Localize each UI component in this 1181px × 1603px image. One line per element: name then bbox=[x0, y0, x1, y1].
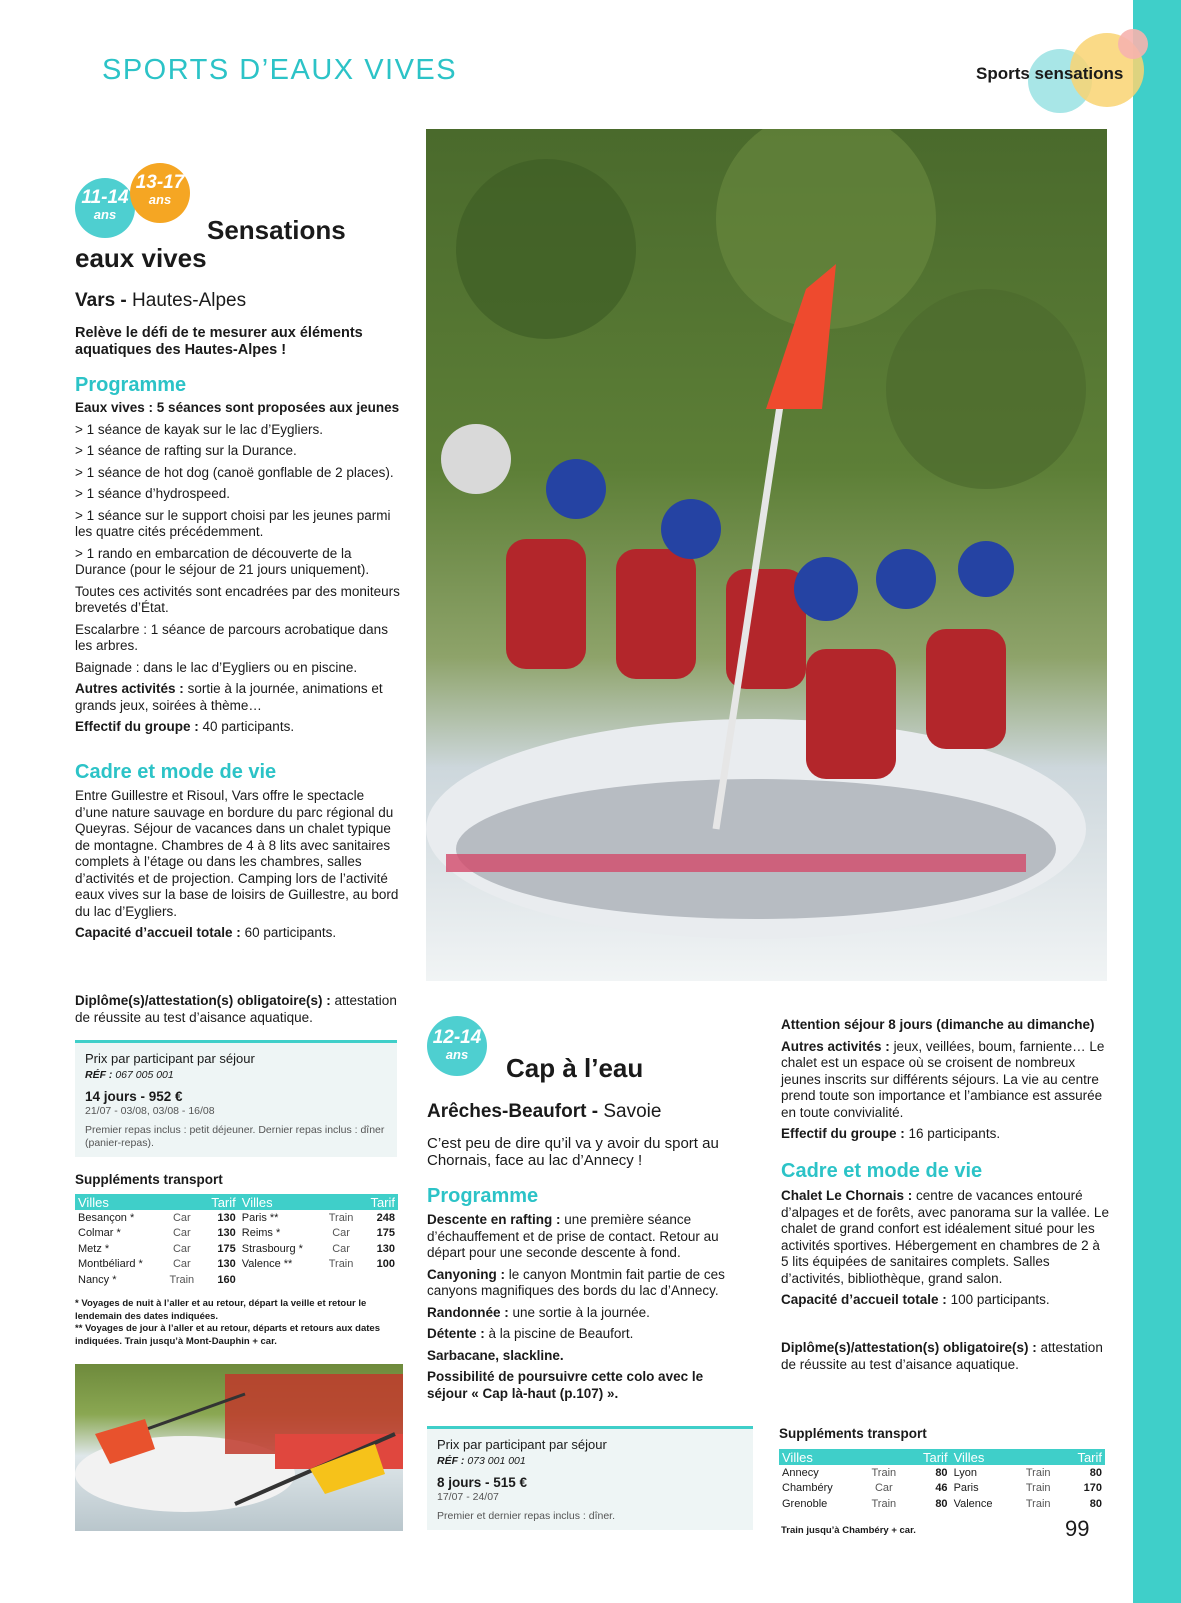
table-row: Metz * Car 175 Strasbourg * Car 130 bbox=[78, 1242, 395, 1255]
offer2-transport-note: Train jusqu’à Chambéry + car. bbox=[781, 1525, 916, 1536]
rafting-photo-main bbox=[426, 129, 1107, 981]
offer-location: Vars - Hautes-Alpes bbox=[75, 290, 247, 311]
table-row: Besançon * Car 130 Paris ** Train 248 bbox=[78, 1211, 395, 1224]
programme-body: Eaux vives : 5 séances sont proposées aux jeunes > 1 séance de kayak sur le lac d’Eygliers. > 1 séance de rafting sur la Durance. > 1 séance de hot dog (canoë gonflable de 2 places). > 1 séance d’hydrospeed. > 1 séance sur le support choisi par les jeunes parmi les quatre cités précédemment. > 1 rando en embarcation de découverte de la Durance (pour le séjour de 21 jours uniquement). Toutes ces activités sont encadrées par des moniteurs brevetés d’État. Escalarbre : 1 séance de parcours acrobatique dans les arbres. Baignade : dans le lac d’Eygliers ou en piscine. Autres activités : sortie à la journée, animations et grands jeux, soirées à thème… Effectif du groupe : 40 participants. bbox=[75, 400, 400, 734]
age-badge-12-14: 12-14 ans bbox=[427, 1016, 487, 1076]
rafting-photo-small bbox=[75, 1364, 403, 1531]
offer2-details: Attention séjour 8 jours (dimanche au dimanche) Autres activités : jeux, veillées, boum, farniente… Le chalet est un espace où se croisent de nombreux jeunes inscrits sur différents séjours. La vie au centre prend toute son importance et l’ambiance est assurée en toute convivialité. Effectif du groupe : 16 participants. bbox=[781, 1017, 1105, 1141]
offer2-diplome-note: Diplôme(s)/attestation(s) obligatoire(s) : attestation de réussite au test d’aisance aquatique. bbox=[781, 1340, 1103, 1372]
table-row: Annecy Train 80 Lyon Train 80 bbox=[782, 1466, 1102, 1479]
offer2-location: Arêches-Beaufort - Savoie bbox=[427, 1101, 662, 1122]
offer2-intro: C’est peu de dire qu’il va y avoir du sport au Chornais, face au lac d’Annecy ! bbox=[427, 1135, 719, 1169]
offer2-price-box: Prix par participant par séjour RÉF : 073 001 001 8 jours - 515 € 17/07 - 24/07 Premier et dernier repas inclus : dîner. bbox=[427, 1426, 753, 1530]
offer-title: Sensations eaux vives bbox=[75, 215, 346, 273]
programme-heading: Programme bbox=[75, 374, 187, 396]
page-header: SPORTS D’EAUX VIVES bbox=[102, 54, 458, 86]
transport-table: Villes Tarif Villes Tarif Besançon * Car 130 Paris ** Train 248 Colmar * Car 130 Reims * Car 175 Metz * Car 175 Strasbourg * Car 130 Montbéliard * Car 130 Valence ** Train 100 Nancy * Train 160 bbox=[75, 1194, 398, 1288]
table-row: Montbéliard * Car 130 Valence ** Train 100 bbox=[78, 1258, 395, 1271]
cadre-heading: Cadre et mode de vie bbox=[75, 761, 277, 783]
offer2-transport-title: Suppléments transport bbox=[779, 1426, 927, 1441]
table-row: Nancy * Train 160 bbox=[78, 1273, 236, 1286]
offer2-title: Cap à l’eau bbox=[506, 1053, 644, 1083]
offer2-programme-body: Descente en rafting : une première séance d’échauffement et de prise de contact. Retour au départ pour une seconde descente à fond. Canyoning : le canyon Montmin fait partie de ces canyons magnifiques des bords du lac d’Annecy. Randonnée : une sortie à la journée. Détente : à la piscine de Beaufort. Sarbacane, slackline. Possibilité de poursuivre cette colo avec le séjour « Cap là-haut (p.107) ». bbox=[427, 1212, 725, 1401]
diplome-note: Diplôme(s)/attestation(s) obligatoire(s) : attestation de réussite au test d’aisance aquatique. bbox=[75, 993, 397, 1025]
decorative-side-band bbox=[1133, 0, 1181, 1603]
category-label: Sports sensations bbox=[976, 64, 1124, 83]
offer2-programme-heading: Programme bbox=[427, 1185, 539, 1207]
transport-title: Suppléments transport bbox=[75, 1172, 223, 1187]
offer2-cadre-heading: Cadre et mode de vie bbox=[781, 1160, 983, 1182]
table-row: Grenoble Train 80 Valence Train 80 bbox=[782, 1497, 1102, 1510]
offer2-cadre-body: Chalet Le Chornais : centre de vacances entouré d’alpages et de forêts, avec panorama sur la vallée. Le chalet de grand confort est idéalement situé pour les activités sportives. Hébergement en chambres de 2 à 5 lits équipées de sanitaires complets. Salles d’activités, bibliothèque, grand salon. Capacité d’accueil totale : 100 participants. bbox=[781, 1188, 1109, 1307]
price-box: Prix par participant par séjour RÉF : 067 005 001 14 jours - 952 € 21/07 - 03/08, 03/08 - 16/08 Premier repas inclus : petit déjeuner. Dernier repas inclus : dîner (panier-repas). bbox=[75, 1040, 397, 1157]
transport-notes: * Voyages de nuit à l’aller et au retour, départ la veille et retour le lendemain des dates indiquées. ** Voyages de jour à l’aller et au retour, départs et retours aux dates indiquées. Train jusqu’à Mont-Dauphin + car. bbox=[75, 1298, 380, 1347]
table-row: Chambéry Car 46 Paris Train 170 bbox=[782, 1482, 1102, 1495]
age-badge-11-14: 11-14 ans bbox=[75, 178, 135, 238]
page-number: 99 bbox=[1065, 1516, 1090, 1541]
table-row: Colmar * Car 130 Reims * Car 175 bbox=[78, 1227, 395, 1240]
offer2-transport-table: Villes Tarif Villes Tarif Annecy Train 80 Lyon Train 80 Chambéry Car 46 Paris Train 170 Grenoble Train 80 Valence Train 80 bbox=[779, 1449, 1105, 1512]
age-badge-13-17: 13-17 ans bbox=[130, 163, 190, 223]
offer-intro: Relève le défi de te mesurer aux éléments aquatiques des Hautes-Alpes ! bbox=[75, 325, 363, 358]
cadre-body: Entre Guillestre et Risoul, Vars offre le spectacle d’une nature sauvage en bordure du parc régional du Queyras. Séjour de vacances dans un chalet typique de montagne. Chambres de 4 à 8 lits avec sanitaires complets à l’étage ou dans les chambres, salles d’activités et de projection. Camping lors de l’activité eaux vives sur la base de loisirs de Guillestre, au bord du lac d’Eygliers. Capacité d’accueil totale : 60 participants. bbox=[75, 788, 399, 940]
